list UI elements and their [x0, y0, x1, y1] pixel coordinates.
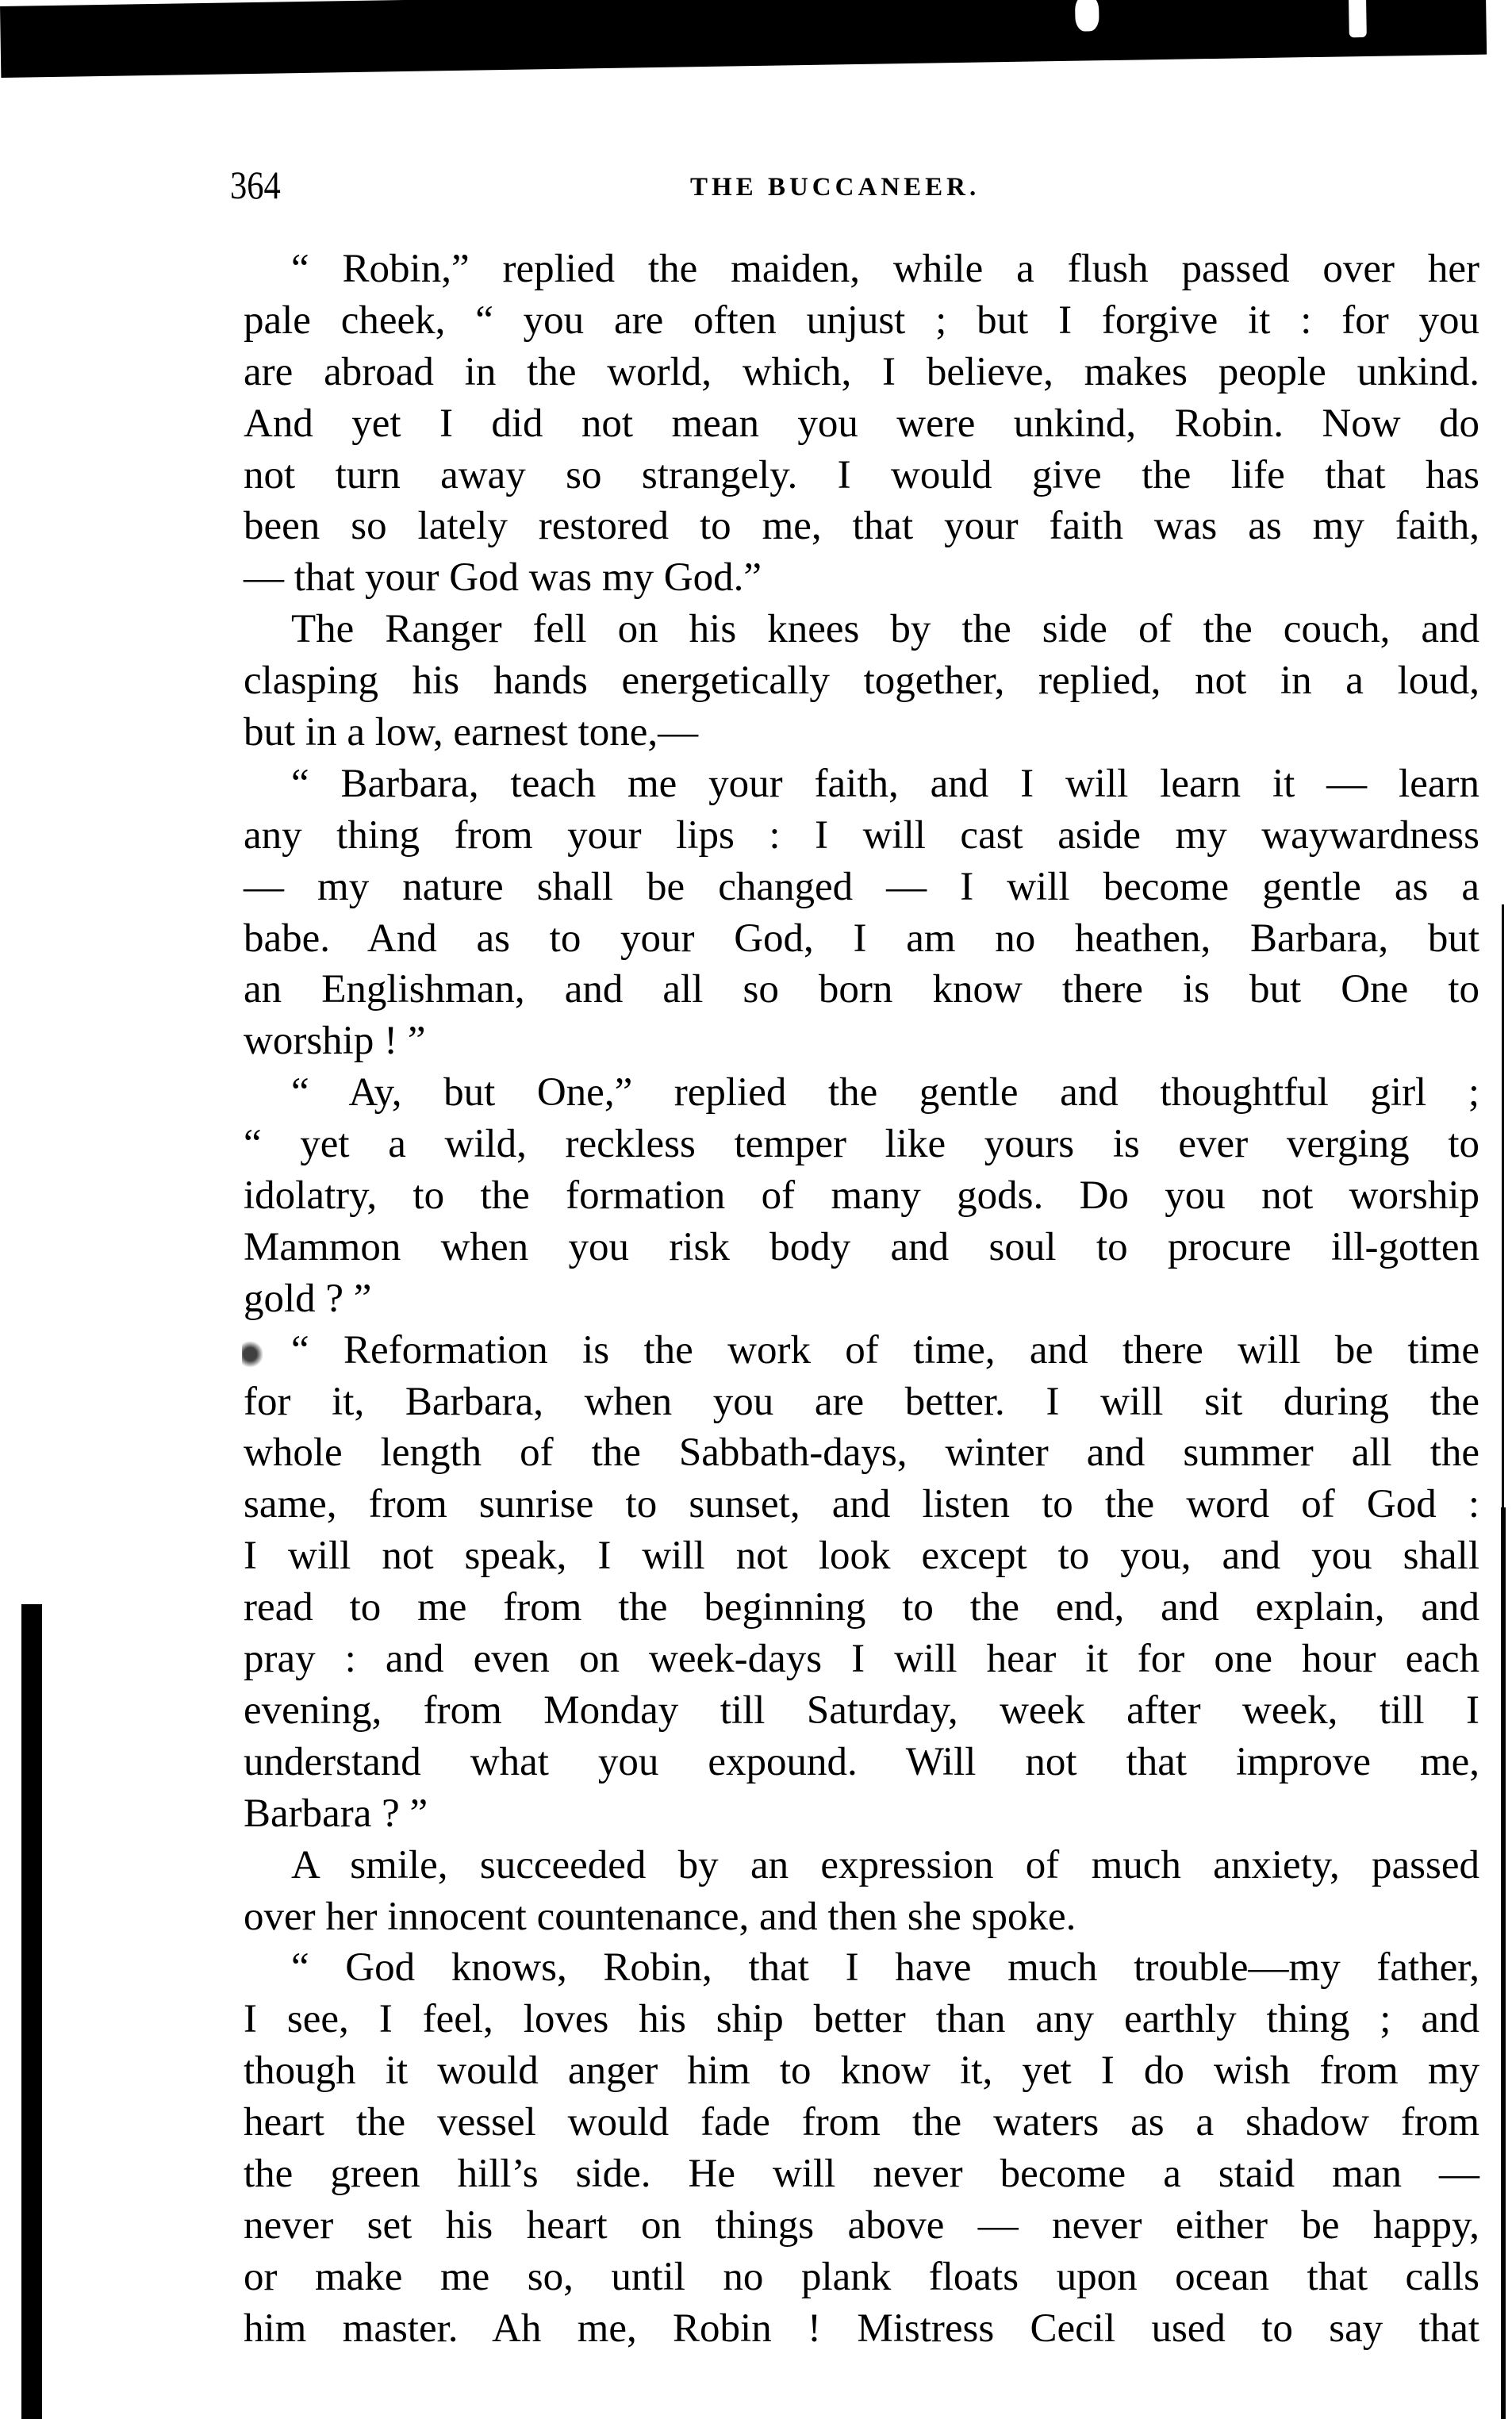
page-number: 364: [230, 163, 281, 207]
text-line: “ Barbara, teach me your faith, and I will learn it — learn: [291, 761, 1479, 806]
text-line: The Ranger fell on his knees by the side of the couch, and: [291, 607, 1479, 652]
paragraph: [244, 1325, 1479, 1840]
text-line: heart the vessel would fade from the waters as a shadow from: [244, 2100, 1479, 2145]
text-line: Mammon when you risk body and soul to procure ill-gotten: [244, 1224, 1479, 1269]
text-line: — that your God was my God.”: [244, 555, 762, 601]
text-line: worship ! ”: [244, 1019, 426, 1064]
paragraph: [244, 1840, 1479, 1943]
text-line: babe. And as to your God, I am no heathen, Barbara, but: [244, 916, 1479, 961]
text-line: pray : and even on week-days I will hear it for one hour each: [244, 1637, 1479, 1682]
paragraph: [244, 604, 1479, 758]
text-line: not turn away so strangely. I would give the life that has: [244, 452, 1479, 497]
text-line: “ Ay, but One,” replied the gentle and thoughtful girl ;: [291, 1070, 1479, 1115]
text-line: “ Robin,” replied the maiden, while a flush passed over her: [291, 247, 1479, 291]
text-line: or make me so, until no plank floats upon ocean that calls: [244, 2254, 1479, 2299]
text-line: “ Reformation is the work of time, and there will be time: [291, 1327, 1479, 1373]
text-line: over her innocent countenance, and then she spoke.: [244, 1894, 1076, 1939]
text-line: “ yet a wild, reckless temper like yours is ever verging to: [244, 1122, 1479, 1167]
text-line: but in a low, earnest tone,—: [244, 710, 699, 755]
paragraph: [244, 1067, 1479, 1324]
text-line: A smile, succeeded by an expression of much anxiety, passed: [291, 1842, 1479, 1887]
text-line: clasping his hands energetically together, replied, not in a loud,: [244, 659, 1479, 704]
body-text: [244, 244, 1479, 2355]
text-line: never set his heart on things above — never either be happy,: [244, 2202, 1479, 2248]
text-line: And yet I did not mean you were unkind, Robin. Now do: [244, 401, 1479, 446]
text-line: I see, I feel, loves his ship better than any earthly thing ; and: [244, 1997, 1479, 2042]
page-edge-right-shadow: [1501, 1507, 1506, 2419]
text-line: been so lately restored to me, that your faith was as my faith,: [244, 504, 1479, 549]
text-line: read to me from the beginning to the end, and explain, and: [244, 1585, 1479, 1630]
text-line: an Englishman, and all so born know there is but One to: [244, 967, 1479, 1012]
running-title: THE BUCCANEER.: [690, 173, 980, 202]
text-line: understand what you expound. Will not that improve me,: [244, 1739, 1479, 1784]
text-line: the green hill’s side. He will never become a staid man —: [244, 2151, 1479, 2196]
text-line: any thing from your lips : I will cast aside my waywardness: [244, 812, 1479, 858]
paragraph: [244, 1942, 1479, 2354]
text-line: evening, from Monday till Saturday, week after week, till I: [244, 1688, 1479, 1733]
scan-border-left: [21, 1604, 42, 2419]
text-line: are abroad in the world, which, I believe, makes people unkind.: [244, 349, 1479, 394]
text-line: gold ? ”: [244, 1276, 372, 1321]
text-line: — my nature shall be changed — I will become gentle as a: [244, 864, 1479, 909]
text-line: though it would anger him to know it, yet I do wish from my: [244, 2048, 1479, 2094]
scan-artifact: [1349, 0, 1367, 37]
paragraph: [244, 758, 1479, 1067]
text-line: pale cheek, “ you are often unjust ; but I forgive it : for you: [244, 298, 1479, 343]
text-line: whole length of the Sabbath-days, winter and summer all the: [244, 1430, 1479, 1476]
paragraph: [244, 244, 1479, 604]
scan-border-top: [0, 0, 1487, 78]
text-line: I will not speak, I will not look except to you, and you shall: [244, 1534, 1479, 1579]
text-line: Barbara ? ”: [244, 1791, 428, 1836]
running-head: [230, 157, 1476, 213]
text-line: idolatry, to the formation of many gods. Do you not worship: [244, 1173, 1479, 1219]
text-line: for it, Barbara, when you are better. I will sit during the: [244, 1379, 1479, 1424]
text-line: him master. Ah me, Robin ! Mistress Cecil used to say that: [244, 2306, 1479, 2351]
text-line: same, from sunrise to sunset, and listen to the word of God :: [244, 1482, 1479, 1527]
text-line: “ God knows, Robin, that I have much trouble—my father,: [291, 1945, 1479, 1991]
scan-artifact: [1075, 0, 1099, 32]
